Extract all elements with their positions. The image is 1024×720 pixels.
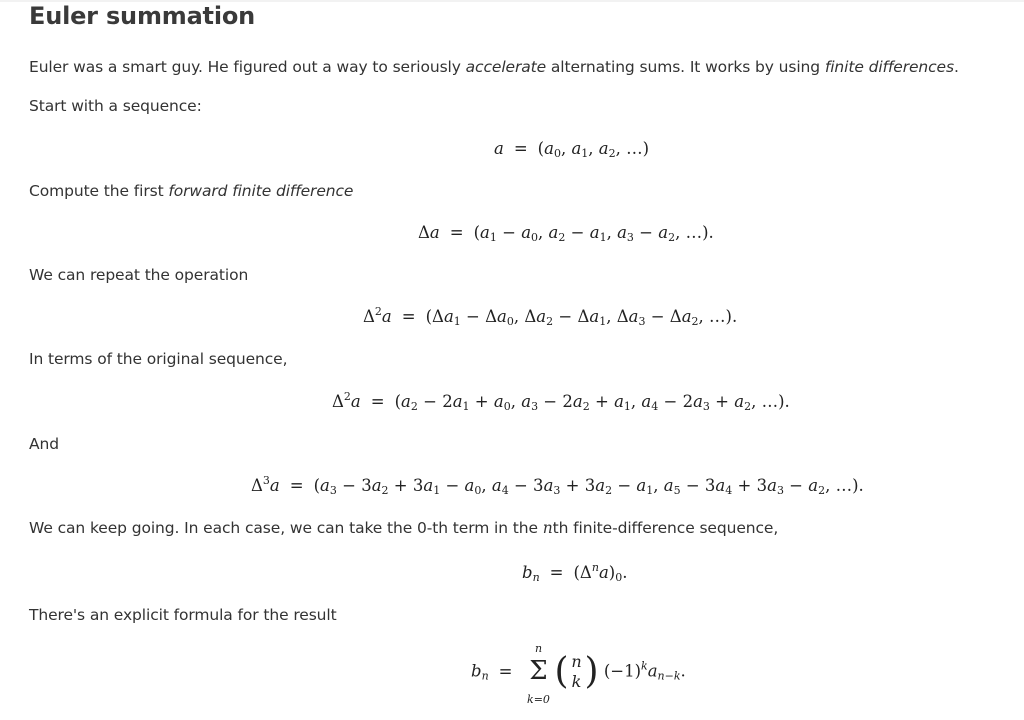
and-paragraph: And — [29, 435, 59, 453]
original-paragraph: In terms of the original sequence, — [29, 350, 288, 368]
equation-explicit-formula: $b_n$ = n Σ k=0 ( n k) $(-1)^ka_{n-k}$. — [471, 642, 686, 706]
equation-first-difference: $\Delta a = (a_1 - a_0$, $a_2 - a_1$, $a_3 - a_2$, …). — [418, 223, 714, 244]
compute-emphasis: forward finite difference — [168, 182, 354, 200]
equation-third-difference: $\Delta^3a = (a_3 - 3a_2 + 3a_1 - a_0$, $a_4 - 3a_3 + 3a_2 - a_1$, $a_5 - 3a_4 + 3a_3 - a_2$, …). — [251, 474, 864, 497]
page-title: Euler summation — [29, 2, 256, 30]
intro-emphasis-finite-differences: finite differences — [824, 58, 954, 76]
keep-going-paragraph — [29, 519, 778, 537]
intro-text-1: Euler was a smart guy. He figured out a way to seriously — [29, 58, 466, 76]
equation-second-difference: $\Delta^2a = (\Delta a_1 - \Delta a_0$, $\Delta a_2 - \Delta a_1$, $\Delta a_3 - \Delta a_2$, …). — [363, 305, 738, 328]
equation-sequence: $a = (a_0$, $a_1$, $a_2$, …) — [494, 139, 650, 160]
summation-symbol: n Σ k=0 — [527, 642, 550, 706]
repeat-paragraph: We can repeat the operation — [29, 266, 249, 284]
binomial-coefficient: ( n k) — [554, 651, 599, 692]
compute-paragraph — [29, 182, 353, 200]
equation-second-difference-expanded: $\Delta^2a = (a_2 - 2a_1 + a_0$, $a_3 - 2a_2 + a_1$, $a_4 - 2a_3 + a_2$, …). — [332, 390, 790, 413]
compute-text: Compute the first — [29, 182, 169, 200]
intro-text-2: alternating sums. It works by using — [546, 58, 825, 76]
keep-going-text-2: th finite-difference sequence, — [552, 519, 779, 537]
keep-going-text-1: We can keep going. In each case, we can take the 0-th term in the — [29, 519, 543, 537]
intro-text-3: . — [953, 58, 959, 76]
explicit-paragraph: There's an explicit formula for the result — [29, 606, 337, 624]
intro-paragraph — [29, 58, 959, 76]
start-paragraph: Start with a sequence: — [29, 97, 202, 115]
equation-bn-definition: $b_n = (\Delta^na)_0$. — [522, 561, 628, 584]
keep-going-variable-n: n — [542, 519, 553, 537]
intro-emphasis-accelerate: accelerate — [465, 58, 547, 76]
